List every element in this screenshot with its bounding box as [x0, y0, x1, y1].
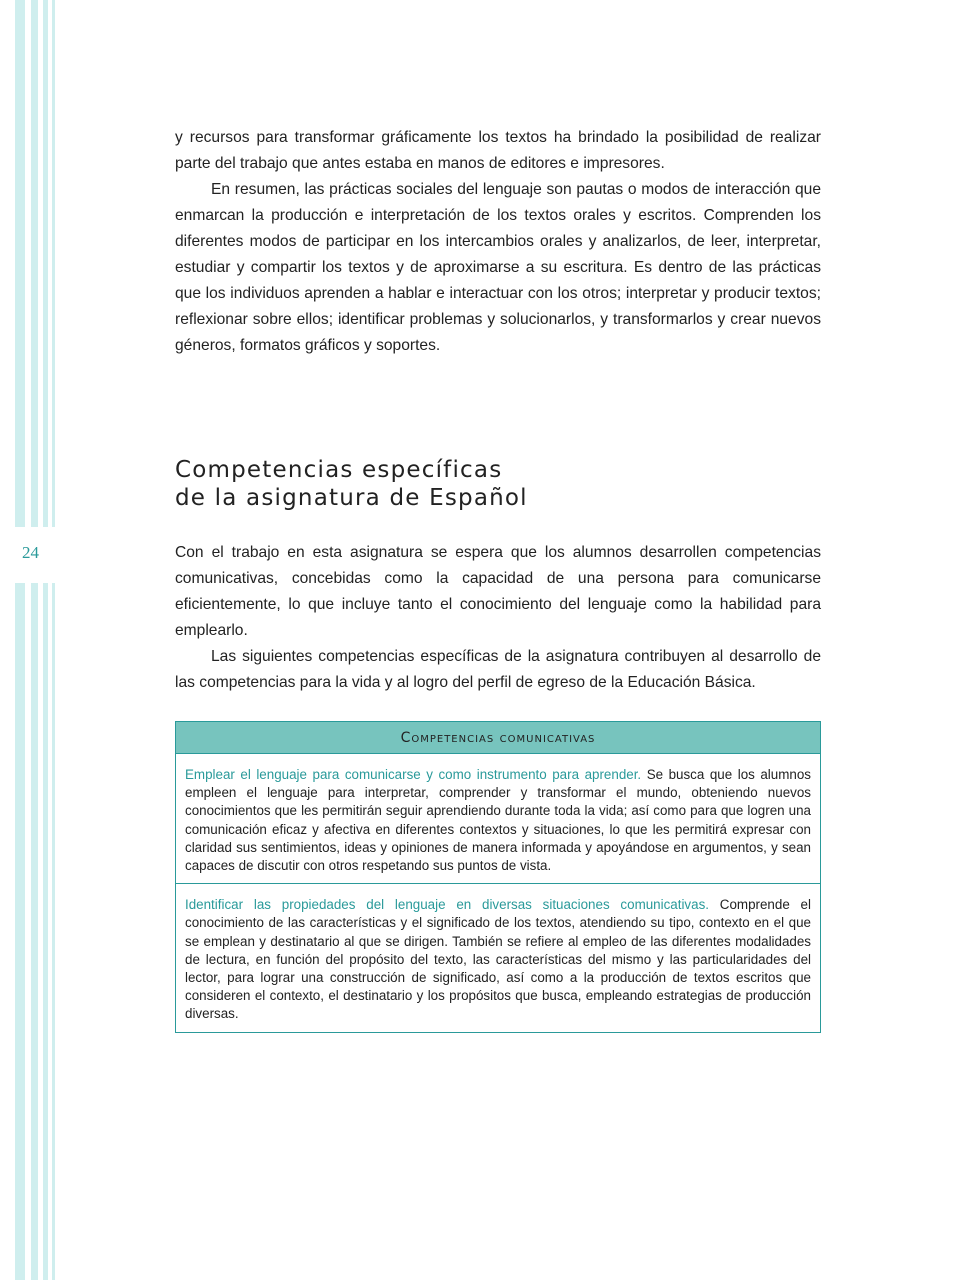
competencia-text: Comprende el conocimiento de las características y el significado de los textos, atendiendo su tipo, contexto en el que se emplean y destinatario al que se dirigen. También se refiere al empleo de las diferentes modalidades de lectura, en función del propósito del texto, las características del mismo y las particularidades del lector, para lograr una construcción de significado, así como a la producción de textos escritos que consideren el contexto, el destinatario y los propósitos que busca, empleando estrategias de producción diversas.	[185, 897, 811, 1022]
competencia-item	[176, 754, 820, 883]
competencias-box-title: Competencias comunicativas	[176, 722, 820, 754]
section-paragraph: Las siguientes competencias específicas de la asignatura contribuyen al desarrollo de las competencias para la vida y al logro del perfil de egreso de la Educación Básica.	[175, 648, 821, 691]
section-text	[175, 540, 821, 696]
page-number: 24	[22, 543, 39, 562]
section-paragraph: Con el trabajo en esta asignatura se espera que los alumnos desarrollen competencias comunicativas, concebidas como la capacidad de una persona para comunicarse eficientemente, lo que incluye tanto el conocimiento del lenguaje como la habilidad para emplearlo.	[175, 544, 821, 639]
competencia-lead: Identificar las propiedades del lenguaje en diversas situaciones comunicativas.	[185, 897, 709, 913]
intro-paragraph: En resumen, las prácticas sociales del lenguaje son pautas o modos de interacción que enmarcan la producción e interpretación de los textos orales y escritos. Comprenden los diferentes modos de participar en los intercambios orales y analizarlos, de leer, interpretar, estudiar y compartir los textos y de aproximarse a su escritura. Es dentro de las prácticas que los individuos aprenden a hablar e interactuar con los otros; interpretar y producir textos; reflexionar sobre ellos; identificar problemas y solucionarlos, y transformarlos y crear nuevos géneros, formatos gráficos y soportes.	[175, 181, 821, 354]
competencias-box	[175, 721, 821, 1033]
margin-stripe	[43, 0, 48, 1280]
margin-stripe	[52, 0, 55, 1280]
section-heading-line2: de la asignatura de Español	[175, 485, 528, 511]
intro-text	[175, 125, 821, 359]
margin-stripe	[15, 0, 25, 1280]
section-heading-line1: Competencias específicas	[175, 457, 503, 483]
competencia-lead: Emplear el lenguaje para comunicarse y como instrumento para aprender.	[185, 767, 642, 782]
competencia-text: Se busca que los alumnos empleen el lenguaje para interpretar, comprender y transformar el mundo, obteniendo nuevos conocimientos que les permitirán seguir aprendiendo durante toda la vida; así como para que logren una comunicación eficaz y afectiva en diferentes contextos y situaciones, lo que les permitirá expresar con claridad sus sentimientos, ideas y opiniones de manera informada y apoyándose en argumentos, y sean capaces de discutir con otros respetando sus puntos de vista.	[185, 767, 811, 874]
competencia-item	[176, 883, 820, 1031]
intro-paragraph: y recursos para transformar gráficamente los textos ha brindado la posibilidad de realizar parte del trabajo que antes estaba en manos de editores e impresores.	[175, 129, 821, 172]
section-heading	[175, 456, 821, 512]
decorative-margin-stripes	[0, 0, 60, 1280]
margin-stripe	[31, 0, 38, 1280]
